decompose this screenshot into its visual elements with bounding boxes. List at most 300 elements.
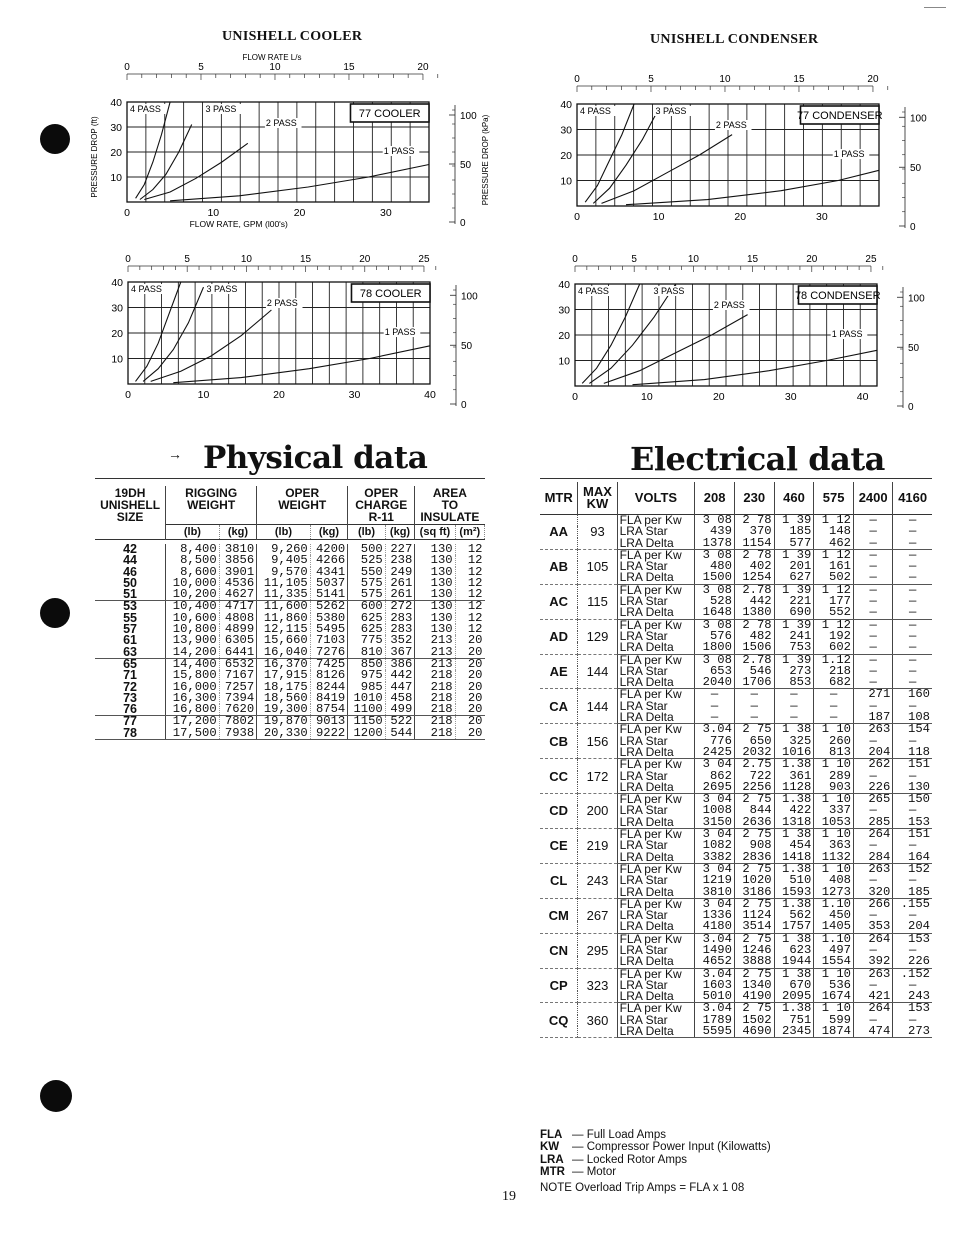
right-tick-label: 100 <box>910 113 927 125</box>
table-cell: 152 <box>893 863 932 875</box>
y-tick-label: 20 <box>111 328 123 340</box>
physical-data-title: Physical data <box>203 440 428 476</box>
table-cell: — <box>854 561 893 572</box>
table-cell: 1010 <box>348 693 386 704</box>
row-label: LRA Star <box>617 771 695 782</box>
table-cell: 18,175 <box>257 682 311 693</box>
table-cell: 2.75 <box>734 759 774 771</box>
table-cell: 6305 <box>219 635 257 646</box>
top-tick-label: 20 <box>417 62 429 73</box>
motor-max-kw: 172 <box>578 759 617 794</box>
y-tick-label: 10 <box>558 355 570 368</box>
row-label: FLA per Kw <box>617 619 695 631</box>
series-line-2-pass <box>602 135 733 204</box>
table-cell: 2040 <box>695 677 735 689</box>
row-label: FLA per Kw <box>617 549 695 561</box>
table-cell: 1 39 <box>774 584 814 596</box>
table-cell: 2.78 <box>734 584 774 596</box>
table-cell: 201 <box>774 561 814 572</box>
series-label: 4 PASS <box>131 284 162 294</box>
table-cell: 150 <box>893 794 932 806</box>
table-cell: 273 <box>774 666 814 677</box>
header-cell: 2400 <box>854 482 893 515</box>
series-label: 3 PASS <box>655 106 687 116</box>
top-tick-label: 0 <box>124 62 130 73</box>
table-cell: 226 <box>893 956 932 968</box>
table-cell: 1 10 <box>814 794 854 806</box>
x-tick-label: 30 <box>816 211 828 223</box>
row-label: LRA Delta <box>617 677 695 689</box>
table-cell: 4341 <box>310 567 348 578</box>
table-cell: — <box>854 805 893 816</box>
table-cell: 1008 <box>695 805 735 816</box>
table-cell: 272 <box>385 601 415 613</box>
table-cell: 15,800 <box>166 670 220 681</box>
condenser-section-title: UNISHELL CONDENSER <box>650 32 819 47</box>
table-cell: 337 <box>814 805 854 816</box>
table-cell: 813 <box>814 747 854 759</box>
table-cell: 1 12 <box>814 549 854 561</box>
table-cell: 213 <box>415 658 455 670</box>
x-tick-label: 30 <box>380 207 392 219</box>
table-cell: 16,300 <box>166 693 220 704</box>
table-cell: 751 <box>774 1015 814 1026</box>
legend-text: — Locked Rotor Amps <box>572 1153 688 1166</box>
table-cell: 3.04 <box>695 1003 735 1015</box>
table-cell: 16,040 <box>257 647 311 659</box>
table-cell: 130 <box>415 544 455 555</box>
table-cell: 3 04 <box>695 794 735 806</box>
right-tick-label: 50 <box>908 343 920 355</box>
table-cell: — <box>854 980 893 991</box>
table-cell: 218 <box>415 682 455 693</box>
row-label: LRA Star <box>617 701 695 712</box>
table-cell: — <box>854 584 893 596</box>
table-cell: 8,600 <box>166 567 220 578</box>
table-cell: 7167 <box>219 670 257 681</box>
motor-code: CD <box>540 794 578 829</box>
table-cell: — <box>854 945 893 956</box>
table-cell: — <box>854 736 893 747</box>
table-cell: 61 <box>95 635 166 646</box>
header-area: AREA TO INSULATE <box>420 486 480 524</box>
header-cell: 575 <box>814 482 854 515</box>
table-cell: 8754 <box>310 704 348 716</box>
row-label: LRA Delta <box>617 642 695 654</box>
table-cell: 285 <box>854 817 893 829</box>
table-cell: 50 <box>95 578 166 589</box>
table-cell: — <box>893 515 932 527</box>
table-cell: 7802 <box>219 716 257 728</box>
table-cell: 1016 <box>774 747 814 759</box>
x-tick-label: 20 <box>273 389 285 401</box>
table-cell: 13,900 <box>166 635 220 646</box>
table-cell: 261 <box>385 578 415 589</box>
table-cell: 283 <box>385 613 415 624</box>
table-cell: 1380 <box>734 607 774 619</box>
table-cell: 3382 <box>695 852 735 864</box>
table-cell: — <box>893 549 932 561</box>
table-cell: 1082 <box>695 840 735 851</box>
chart-77-cooler <box>85 52 505 237</box>
table-cell: 690 <box>774 607 814 619</box>
table-cell: 3150 <box>695 817 735 829</box>
table-cell: 6441 <box>219 647 257 659</box>
table-cell: 20 <box>467 633 483 648</box>
arrow-mark: → <box>168 446 182 462</box>
table-cell: — <box>814 689 854 701</box>
table-cell: 1490 <box>695 945 735 956</box>
table-cell: 1 10 <box>814 759 854 771</box>
header-cell: 460 <box>774 482 814 515</box>
right-tick-label: 50 <box>461 341 473 353</box>
legend-abbr: KW <box>540 1141 560 1154</box>
table-cell: 153 <box>893 817 932 829</box>
row-label: LRA Delta <box>617 572 695 584</box>
top-tick-label: 10 <box>269 62 281 73</box>
table-cell: — <box>695 701 735 712</box>
table-cell: 8126 <box>310 670 348 681</box>
table-row <box>95 728 485 740</box>
table-cell: 12 <box>467 564 483 579</box>
table-cell: 3514 <box>734 921 774 933</box>
table-cell: 63 <box>95 647 166 659</box>
x-tick-label: 0 <box>572 391 578 403</box>
y-tick-label: 30 <box>560 124 572 137</box>
table-cell: 575 <box>348 578 386 589</box>
table-cell: — <box>893 771 932 782</box>
header-cell: VOLTS <box>617 482 695 515</box>
table-cell: 522 <box>385 716 415 728</box>
table-cell: 352 <box>385 635 415 646</box>
legend-item <box>540 1154 771 1166</box>
table-cell: 262 <box>854 759 893 771</box>
motor-max-kw: 144 <box>578 654 617 689</box>
binder-hole-middle <box>40 598 70 628</box>
table-cell: 1757 <box>774 921 814 933</box>
table-cell: 439 <box>695 526 735 537</box>
table-cell: 1378 <box>695 538 735 550</box>
table-cell: 3901 <box>219 567 257 578</box>
table-cell: 20 <box>467 690 483 705</box>
right-tick-label: 0 <box>460 218 466 229</box>
motor-code: AD <box>540 619 578 654</box>
header-charge: OPER CHARGE R-11 <box>348 486 415 525</box>
table-cell: 2 75 <box>734 794 774 806</box>
table-cell: — <box>734 689 774 701</box>
header-unit: (lb) <box>348 525 386 540</box>
table-cell: 264 <box>854 1003 893 1015</box>
table-cell: — <box>893 736 932 747</box>
table-cell: 148 <box>814 526 854 537</box>
table-cell: 2 75 <box>734 829 774 841</box>
row-label: LRA Star <box>617 596 695 607</box>
motor-max-kw: 219 <box>578 829 617 864</box>
top-tick-label: 20 <box>867 74 879 85</box>
x-tick-label: 20 <box>734 211 747 223</box>
table-cell: 164 <box>893 852 932 864</box>
table-cell: 1.10 <box>814 933 854 945</box>
table-cell: 9,405 <box>257 555 311 566</box>
top-tick-label: 10 <box>687 254 699 265</box>
y-tick-label: 10 <box>110 172 122 184</box>
table-cell: 78 <box>95 728 166 740</box>
top-tick-label: 0 <box>125 254 131 265</box>
table-cell: 16,800 <box>166 704 220 716</box>
row-label: LRA Star <box>617 526 695 537</box>
x-tick-label: 0 <box>124 207 130 219</box>
table-cell: 3856 <box>219 555 257 566</box>
table-cell: 528 <box>695 596 735 607</box>
table-cell: 1 10 <box>814 863 854 875</box>
legend-item <box>540 1129 771 1141</box>
table-cell: 1 39 <box>774 654 814 666</box>
row-label: FLA per Kw <box>617 584 695 596</box>
motor-code: CB <box>540 724 578 759</box>
top-tick-label: 20 <box>359 254 371 265</box>
table-cell: — <box>893 840 932 851</box>
table-cell: — <box>854 549 893 561</box>
table-cell: 9,260 <box>257 544 311 555</box>
motor-code: CM <box>540 898 578 933</box>
series-label: 1 PASS <box>831 329 863 340</box>
table-cell: 1.10 <box>814 898 854 910</box>
table-cell: 1 38 <box>774 829 814 841</box>
table-cell: — <box>854 607 893 619</box>
table-cell: 118 <box>893 747 932 759</box>
table-cell: 454 <box>774 840 814 851</box>
table-cell: 2 75 <box>734 1003 774 1015</box>
row-label: LRA Delta <box>617 782 695 794</box>
right-tick-label: 50 <box>910 163 922 175</box>
table-cell: 271 <box>854 689 893 701</box>
table-cell: 1502 <box>734 1015 774 1026</box>
motor-code: CE <box>540 829 578 864</box>
series-line-3-pass <box>589 284 675 383</box>
table-cell: 853 <box>774 677 814 689</box>
series-label: 3 PASS <box>205 104 237 114</box>
table-cell: 11,860 <box>257 613 311 624</box>
table-cell: 602 <box>814 642 854 654</box>
table-cell: 525 <box>348 555 386 566</box>
table-cell: 1246 <box>734 945 774 956</box>
chart-title: 78 CONDENSER <box>794 290 881 302</box>
overload-note: NOTE Overload Trip Amps = FLA x 1 08 <box>540 1182 745 1194</box>
table-cell: 775 <box>348 635 386 646</box>
row-label: LRA Delta <box>617 852 695 864</box>
table-cell: 213 <box>415 635 455 646</box>
table-cell: — <box>854 875 893 886</box>
x-tick-label: 0 <box>125 389 131 401</box>
motor-max-kw: 115 <box>578 584 617 619</box>
row-label: LRA Delta <box>617 712 695 724</box>
table-cell: — <box>893 666 932 677</box>
y-tick-label: 40 <box>560 99 572 111</box>
table-cell: 5010 <box>695 991 735 1003</box>
y-tick-label: 40 <box>110 97 122 109</box>
header-cell: 4160 <box>893 482 932 515</box>
table-cell: — <box>814 701 854 712</box>
table-cell: 4200 <box>310 544 348 555</box>
header-unit: (sq ft) <box>415 525 455 540</box>
motor-code: AC <box>540 584 578 619</box>
table-cell: 1593 <box>774 887 814 899</box>
table-cell: 2345 <box>774 1026 814 1038</box>
table-cell: — <box>854 515 893 527</box>
x-tick-label: 10 <box>207 207 220 219</box>
table-cell: — <box>854 701 893 712</box>
table-cell: 2695 <box>695 782 735 794</box>
table-cell: — <box>854 538 893 550</box>
table-cell: 221 <box>774 596 814 607</box>
table-cell: 1.38 <box>774 759 814 771</box>
table-cell: 500 <box>348 544 386 555</box>
table-cell: 3 08 <box>695 515 735 527</box>
electrical-header-row <box>540 482 932 515</box>
table-cell: 325 <box>774 736 814 747</box>
table-cell: 19,300 <box>257 704 311 716</box>
table-cell: 3888 <box>734 956 774 968</box>
table-cell: 227 <box>385 544 415 555</box>
table-cell: 536 <box>814 980 854 991</box>
table-cell: 55 <box>95 613 166 624</box>
table-cell: 1200 <box>348 728 386 740</box>
motor-max-kw: 156 <box>578 724 617 759</box>
table-cell: — <box>854 526 893 537</box>
table-cell: 2 75 <box>734 898 774 910</box>
table-cell: 218 <box>415 693 455 704</box>
header-rule <box>924 7 946 8</box>
table-cell: 1 10 <box>814 829 854 841</box>
top-tick-label: 0 <box>574 74 580 85</box>
table-cell: 9222 <box>310 728 348 740</box>
row-label: LRA Delta <box>617 607 695 619</box>
x-tick-label: 0 <box>574 211 580 223</box>
table-cell: 154 <box>893 724 932 736</box>
table-cell: — <box>695 689 735 701</box>
table-cell: 5037 <box>310 578 348 589</box>
table-cell: 10,800 <box>166 624 220 635</box>
table-cell: 243 <box>893 991 932 1003</box>
table-cell: 4266 <box>310 555 348 566</box>
table-cell: 650 <box>734 736 774 747</box>
table-cell: 192 <box>814 631 854 642</box>
table-cell: 249 <box>385 567 415 578</box>
table-cell: 600 <box>348 601 386 613</box>
table-cell: 447 <box>385 682 415 693</box>
motor-max-kw: 105 <box>578 549 617 584</box>
legend-abbr: FLA <box>540 1129 563 1141</box>
table-cell: 474 <box>854 1026 893 1038</box>
table-cell: — <box>893 596 932 607</box>
table-cell: 3 08 <box>695 549 735 561</box>
table-cell: — <box>893 526 932 537</box>
series-line-4-pass <box>136 282 181 381</box>
table-cell: 10,200 <box>166 589 220 601</box>
table-cell: — <box>854 910 893 921</box>
header-unit: (lb) <box>166 525 220 540</box>
table-cell: 11,600 <box>257 601 311 613</box>
top-tick-label: 10 <box>719 74 731 85</box>
table-cell: 17,200 <box>166 716 220 728</box>
table-cell: 450 <box>814 910 854 921</box>
table-cell: — <box>734 701 774 712</box>
table-cell: 1336 <box>695 910 735 921</box>
right-tick-label: 100 <box>460 111 477 122</box>
table-cell: 1128 <box>774 782 814 794</box>
right-axis-label: PRESSURE DROP (kPa) <box>481 114 490 206</box>
row-label: FLA per Kw <box>617 654 695 666</box>
top-tick-label: 5 <box>184 254 190 265</box>
table-cell: 263 <box>854 724 893 736</box>
electrical-legend <box>540 1129 771 1178</box>
table-cell: 14,200 <box>166 647 220 659</box>
table-cell: 1340 <box>734 980 774 991</box>
table-cell: 4717 <box>219 601 257 613</box>
table-cell: 367 <box>385 647 415 659</box>
table-cell: 2 78 <box>734 549 774 561</box>
table-cell: 320 <box>854 887 893 899</box>
legend-text: — Compressor Power Input (Kilowatts) <box>572 1141 771 1154</box>
table-cell: 550 <box>348 567 386 578</box>
chart-77-condenser <box>530 60 950 233</box>
table-cell: — <box>893 642 932 654</box>
table-cell: 392 <box>854 956 893 968</box>
table-cell: 722 <box>734 771 774 782</box>
table-cell: — <box>854 654 893 666</box>
motor-code: CQ <box>540 1003 578 1038</box>
table-cell: — <box>893 945 932 956</box>
motor-max-kw: 129 <box>578 619 617 654</box>
motor-max-kw: 200 <box>578 794 617 829</box>
right-tick-label: 50 <box>460 160 472 171</box>
table-cell: 8,400 <box>166 544 220 555</box>
table-cell: 1 12 <box>814 619 854 631</box>
series-label: 4 PASS <box>580 106 611 116</box>
table-cell: 1124 <box>734 910 774 921</box>
table-cell: — <box>893 572 932 584</box>
table-cell: 20 <box>467 714 483 729</box>
table-cell: 2256 <box>734 782 774 794</box>
table-cell: 577 <box>774 538 814 550</box>
table-cell: 544 <box>385 728 415 740</box>
row-label: FLA per Kw <box>617 829 695 841</box>
header-oper-weight: OPER WEIGHT <box>257 486 348 525</box>
x-tick-label: 40 <box>856 391 869 403</box>
row-label: FLA per Kw <box>617 759 695 771</box>
table-cell: — <box>893 561 932 572</box>
table-cell: 402 <box>734 561 774 572</box>
table-cell: 599 <box>814 1015 854 1026</box>
table-cell: 42 <box>95 544 166 555</box>
table-cell: — <box>893 619 932 631</box>
binder-hole-top <box>40 124 70 154</box>
table-cell: — <box>854 572 893 584</box>
table-cell: 153 <box>893 1003 932 1015</box>
table-cell: 682 <box>814 677 854 689</box>
table-cell: 1150 <box>348 716 386 728</box>
row-label: FLA per Kw <box>617 794 695 806</box>
table-cell: 1219 <box>695 875 735 886</box>
table-cell: 20 <box>467 656 483 671</box>
table-cell: 3 08 <box>695 619 735 631</box>
motor-max-kw: 267 <box>578 898 617 933</box>
motor-code: CN <box>540 933 578 968</box>
top-tick-label: 15 <box>300 254 312 265</box>
table-cell: — <box>893 631 932 642</box>
table-cell: 1154 <box>734 538 774 550</box>
table-cell: 12 <box>467 622 483 637</box>
